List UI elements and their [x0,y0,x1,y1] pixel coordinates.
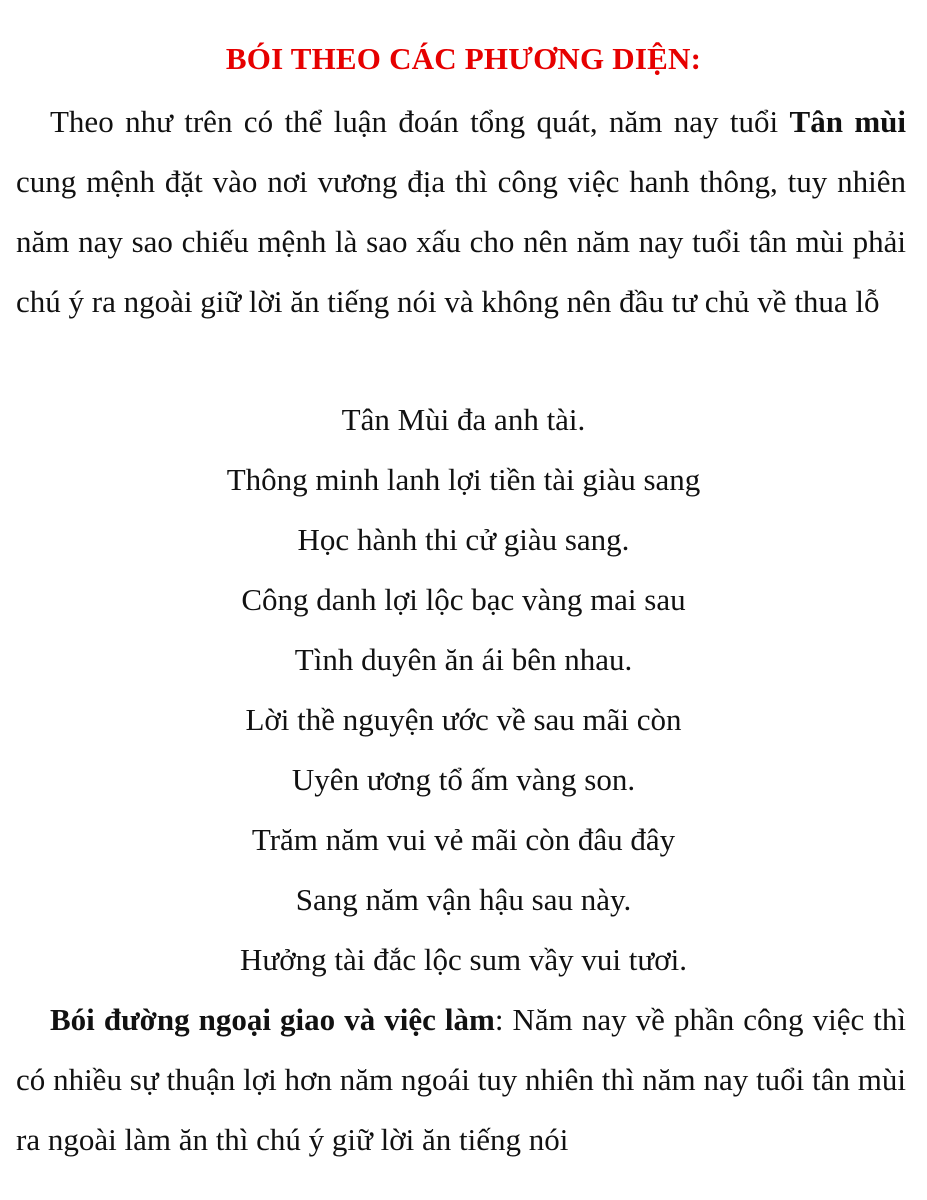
poem-line: Uyên ương tổ ấm vàng son. [291,762,636,797]
section-bold-title: Bói đường ngoại giao và việc làm [50,1002,495,1037]
section-paragraph [16,990,906,1170]
poem-line: Trăm năm vui vẻ mãi còn đâu đây [251,822,676,857]
intro-paragraph [16,92,906,332]
poem-line: Thông minh lanh lợi tiền tài giàu sang [226,462,701,497]
intro-bold-term: Tân mùi [789,104,906,139]
poem-line: Tình duyên ăn ái bên nhau. [294,642,633,677]
poem-line: Sang năm vận hậu sau này. [295,882,632,917]
poem-line: Lời thề nguyện ước về sau mãi còn [245,702,682,737]
intro-text-part2: cung mệnh đặt vào nơi vương địa thì công việc hanh thông, tuy nhiên năm nay sao chiếu mệnh là sao xấu cho nên năm nay tuổi tân mùi phải chú ý ra ngoài giữ lời ăn tiếng nói và không nên đầu tư chủ về thua lỗ [16,164,906,319]
poem-line: Công danh lợi lộc bạc vàng mai sau [241,582,686,617]
poem-line: Hưởng tài đắc lộc sum vầy vui tươi. [240,942,687,977]
section-text: : Năm nay về phần công việc thì có nhiều sự thuận lợi hơn năm ngoái tuy nhiên thì năm nay tuổi tân mùi ra ngoài làm ăn thì chú ý giữ lời ăn tiếng nói [16,1002,906,1157]
poem [0,390,927,990]
intro-text-part1: Theo như trên có thể luận đoán tổng quát, năm nay tuổi [50,104,790,139]
poem-line: Học hành thi cử giàu sang. [297,522,630,557]
section-heading: BÓI THEO CÁC PHƯƠNG DIỆN: [225,41,702,76]
poem-line: Tân Mùi đa anh tài. [341,402,586,437]
